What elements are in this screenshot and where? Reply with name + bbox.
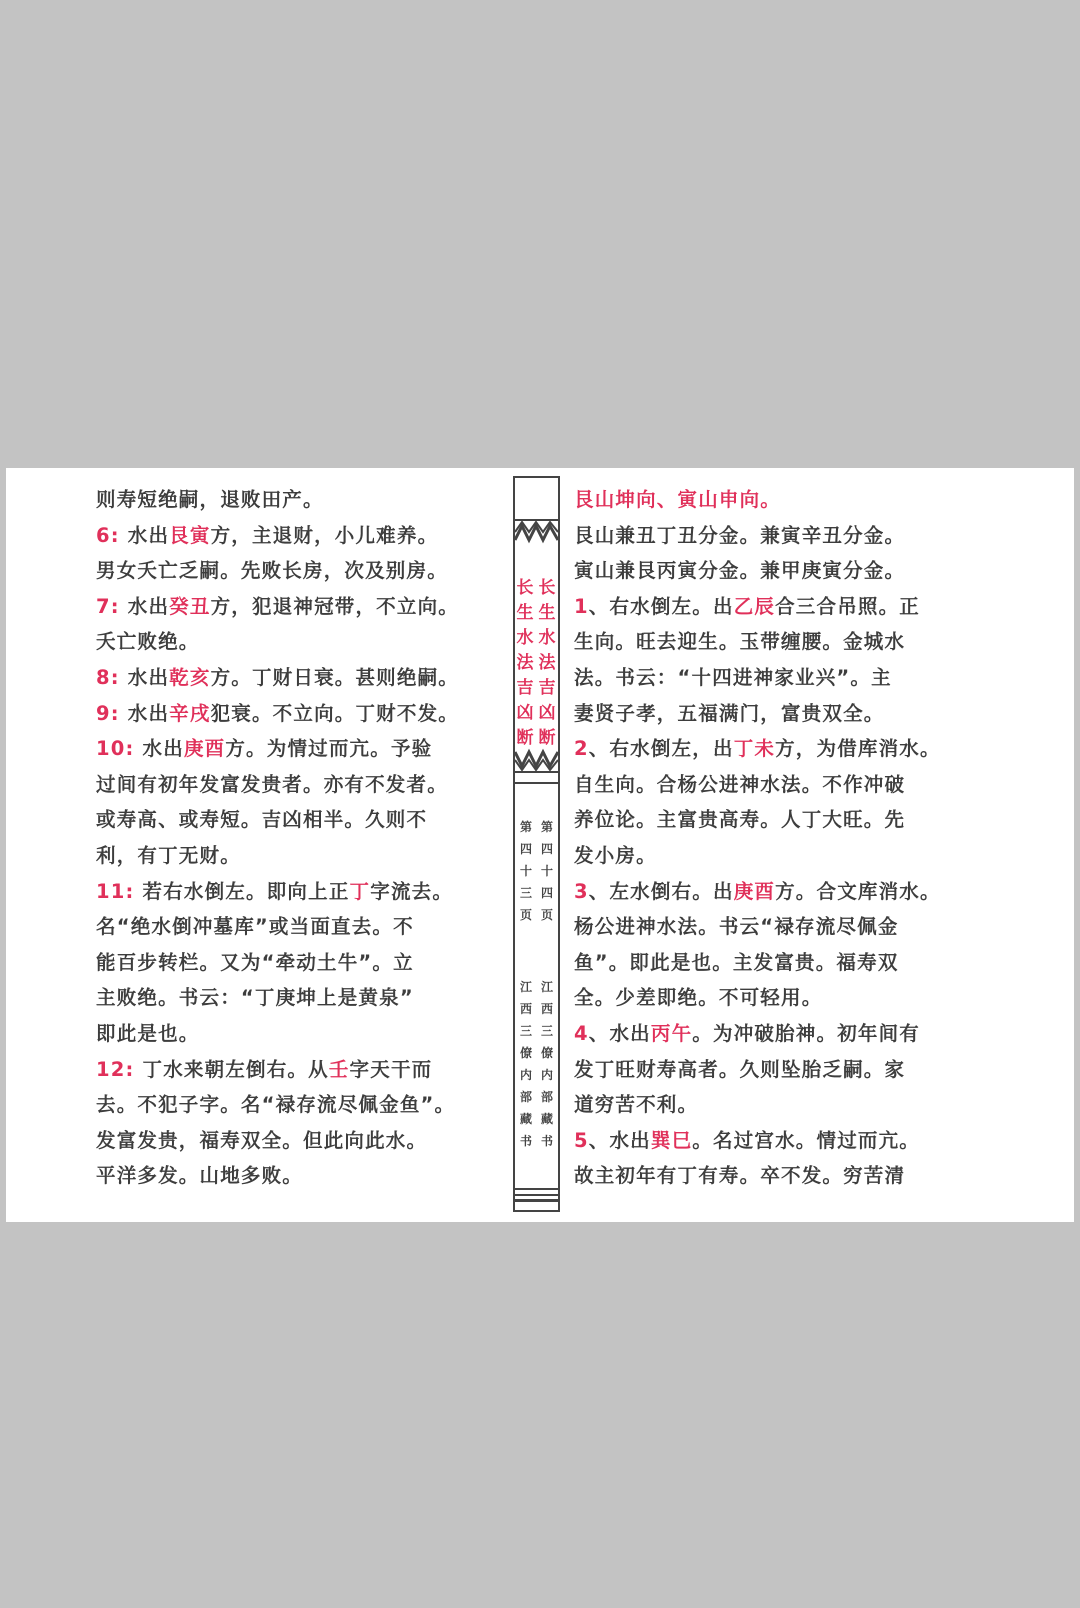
body-text: 自生向。合杨公进神水法。不作冲破: [574, 772, 906, 796]
text-line: [96, 518, 459, 554]
highlight-text: 6:: [96, 523, 128, 547]
body-text: 丁水来朝左倒右。从: [142, 1057, 329, 1081]
text-line: [96, 874, 459, 910]
book-spread: [6, 468, 1074, 1222]
body-text: 艮山兼丑丁丑分金。兼寅辛丑分金。: [574, 523, 906, 547]
spine-publisher-right: 江 西 三 僚 内 部 藏 书: [540, 980, 553, 1148]
text-line: [96, 624, 459, 660]
spine-bottom-bars: [515, 1188, 558, 1202]
text-line: [574, 802, 941, 838]
spine-publisher-left: 江 西 三 僚 内 部 藏 书: [519, 980, 532, 1148]
highlight-text: 癸丑: [169, 594, 211, 618]
text-line: [574, 945, 941, 981]
highlight-text: 壬: [328, 1057, 350, 1081]
spine-page-number-left: 第 四 十 三 页: [519, 820, 532, 922]
text-line: [96, 838, 459, 874]
text-line: [574, 1087, 941, 1123]
body-text: 利，有丁无财。: [96, 843, 241, 867]
body-text: 道穷苦不利。: [574, 1093, 699, 1117]
body-text: 、水出: [588, 1021, 651, 1045]
text-line: [96, 696, 459, 732]
middle-zigzag-ornament: [515, 748, 558, 774]
text-line: [574, 553, 941, 589]
text-line: [96, 660, 459, 696]
body-text: 发富发贵，福寿双全。但此向此水。: [96, 1128, 428, 1152]
body-text: 养位论。主富贵高寿。人丁大旺。先: [574, 808, 906, 832]
body-text: 水出: [127, 665, 170, 689]
body-text: 法。书云：“十四进神家业兴”。主: [574, 665, 892, 689]
text-line: [574, 838, 941, 874]
text-line: [96, 909, 459, 945]
text-line: [574, 980, 941, 1016]
text-line: [96, 1158, 459, 1194]
body-text: 全。少差即绝。不可轻用。: [574, 986, 823, 1010]
text-line: [574, 696, 941, 732]
highlight-text: 3: [574, 879, 589, 903]
body-text: 则寿短绝嗣，退败田产。: [96, 488, 324, 511]
highlight-text: 庚酉: [183, 737, 226, 761]
text-line: [96, 945, 459, 981]
text-line: [574, 731, 941, 767]
body-text: 名“绝水倒冲墓库”或当面直去。不: [96, 915, 414, 939]
body-text: 方，犯退神冠带，不立向。: [210, 594, 459, 618]
body-text: 鱼”。即此是也。主发富贵。福寿双: [574, 950, 899, 974]
body-text: 生向。旺去迎生。玉带缠腰。金城水: [574, 630, 906, 654]
highlight-text: 丙午: [650, 1021, 693, 1045]
highlight-text: 艮寅: [169, 523, 211, 547]
text-line: [96, 802, 459, 838]
text-line: [96, 1087, 459, 1123]
highlight-text: 10:: [96, 737, 143, 761]
body-text: 水出: [127, 594, 170, 618]
spine-title-left: 长 生 水 法 吉 凶 断: [516, 578, 534, 748]
body-text: 。为冲破胎神。初年间有: [692, 1021, 920, 1045]
body-text: 若右水倒左。即向上正: [142, 879, 350, 903]
body-text: 平洋多发。山地多败。: [96, 1164, 304, 1188]
body-text: 即此是也。: [96, 1021, 200, 1045]
text-line: [574, 1052, 941, 1088]
highlight-text: 丁: [349, 879, 371, 903]
body-text: 、水出: [588, 1128, 651, 1152]
text-line: [574, 482, 941, 518]
highlight-text: 12:: [96, 1057, 143, 1081]
text-line: [574, 1158, 941, 1194]
text-line: [574, 1123, 941, 1159]
text-line: [96, 482, 459, 518]
body-text: 方，为借库消水。: [775, 737, 941, 761]
highlight-text: 2: [574, 737, 589, 761]
highlight-text: 乾亥: [169, 665, 211, 689]
text-line: [96, 1016, 459, 1052]
highlight-text: 庚酉: [733, 879, 776, 903]
text-line: [96, 1123, 459, 1159]
spine-page-number-right: 第 四 十 四 页: [540, 820, 553, 922]
top-zigzag-ornament: [515, 518, 558, 544]
text-line: [96, 767, 459, 803]
text-line: [96, 589, 459, 625]
body-text: 方。合文库消水。: [775, 879, 941, 903]
highlight-text: 4: [574, 1021, 589, 1045]
body-text: 主败绝。书云：“丁庚坤上是黄泉”: [96, 986, 414, 1010]
text-line: [574, 874, 941, 910]
body-text: 或寿高、或寿短。吉凶相半。久则不: [96, 808, 428, 832]
body-text: 妻贤子孝，五福满门，富贵双全。: [574, 701, 885, 725]
body-text: 故主初年有丁有寿。卒不发。穷苦清: [574, 1164, 906, 1188]
body-text: 合三合吊照。正: [775, 594, 920, 618]
body-text: 犯衰。不立向。丁财不发。: [210, 701, 459, 725]
highlight-text: 辛戌: [169, 701, 211, 725]
right-page-text: [574, 482, 941, 1194]
body-text: 水出: [142, 737, 184, 761]
body-text: 发小房。: [574, 843, 657, 867]
book-spine: [513, 476, 560, 1212]
text-line: [574, 767, 941, 803]
text-line: [574, 1016, 941, 1052]
body-text: 杨公进神水法。书云“禄存流尽佩金: [574, 915, 899, 939]
body-text: 男女夭亡乏嗣。先败长房，次及别房。: [96, 559, 448, 583]
highlight-text: 8:: [96, 665, 128, 689]
text-line: [96, 980, 459, 1016]
body-text: 寅山兼艮丙寅分金。兼甲庚寅分金。: [574, 559, 906, 583]
highlight-text: 5: [574, 1128, 589, 1152]
spine-title-right: 长 生 水 法 吉 凶 断: [538, 578, 556, 748]
body-text: 能百步转栏。又为“牵动土牛”。立: [96, 950, 414, 974]
highlight-text: 9:: [96, 701, 128, 725]
body-text: 过间有初年发富发贵者。亦有不发者。: [96, 772, 448, 796]
spine-divider: [515, 782, 558, 784]
body-text: 、右水倒左，出: [588, 737, 734, 761]
text-line: [96, 1052, 459, 1088]
body-text: 方。为情过而亢。予验: [225, 737, 433, 761]
text-line: [574, 518, 941, 554]
highlight-text: 乙辰: [733, 594, 776, 618]
text-line: [574, 624, 941, 660]
highlight-text: 丁未: [733, 737, 776, 761]
body-text: 、左水倒右。出: [588, 879, 734, 903]
body-text: 方，主退财，小儿难养。: [210, 523, 439, 547]
text-line: [96, 553, 459, 589]
left-page-text: [96, 482, 459, 1194]
body-text: 字流去。: [370, 879, 454, 903]
body-text: 水出: [127, 523, 170, 547]
highlight-text: 巽巳: [650, 1128, 693, 1152]
body-text: 、右水倒左。出: [588, 594, 734, 618]
highlight-text: 1: [574, 594, 589, 618]
body-text: 。名过宫水。情过而亢。: [692, 1128, 920, 1152]
highlight-text: 艮山坤向、寅山申向。: [574, 488, 782, 511]
body-text: 夭亡败绝。: [96, 630, 200, 654]
highlight-text: 7:: [96, 594, 128, 618]
body-text: 水出: [127, 701, 170, 725]
highlight-text: 11:: [96, 879, 143, 903]
text-line: [574, 909, 941, 945]
text-line: [96, 731, 459, 767]
body-text: 字天干而: [349, 1057, 433, 1081]
body-text: 方。丁财日衰。甚则绝嗣。: [210, 665, 459, 689]
text-line: [574, 589, 941, 625]
body-text: 发丁旺财寿高者。久则坠胎乏嗣。家: [574, 1057, 906, 1081]
body-text: 去。不犯子字。名“禄存流尽佩金鱼”。: [96, 1093, 456, 1117]
text-line: [574, 660, 941, 696]
